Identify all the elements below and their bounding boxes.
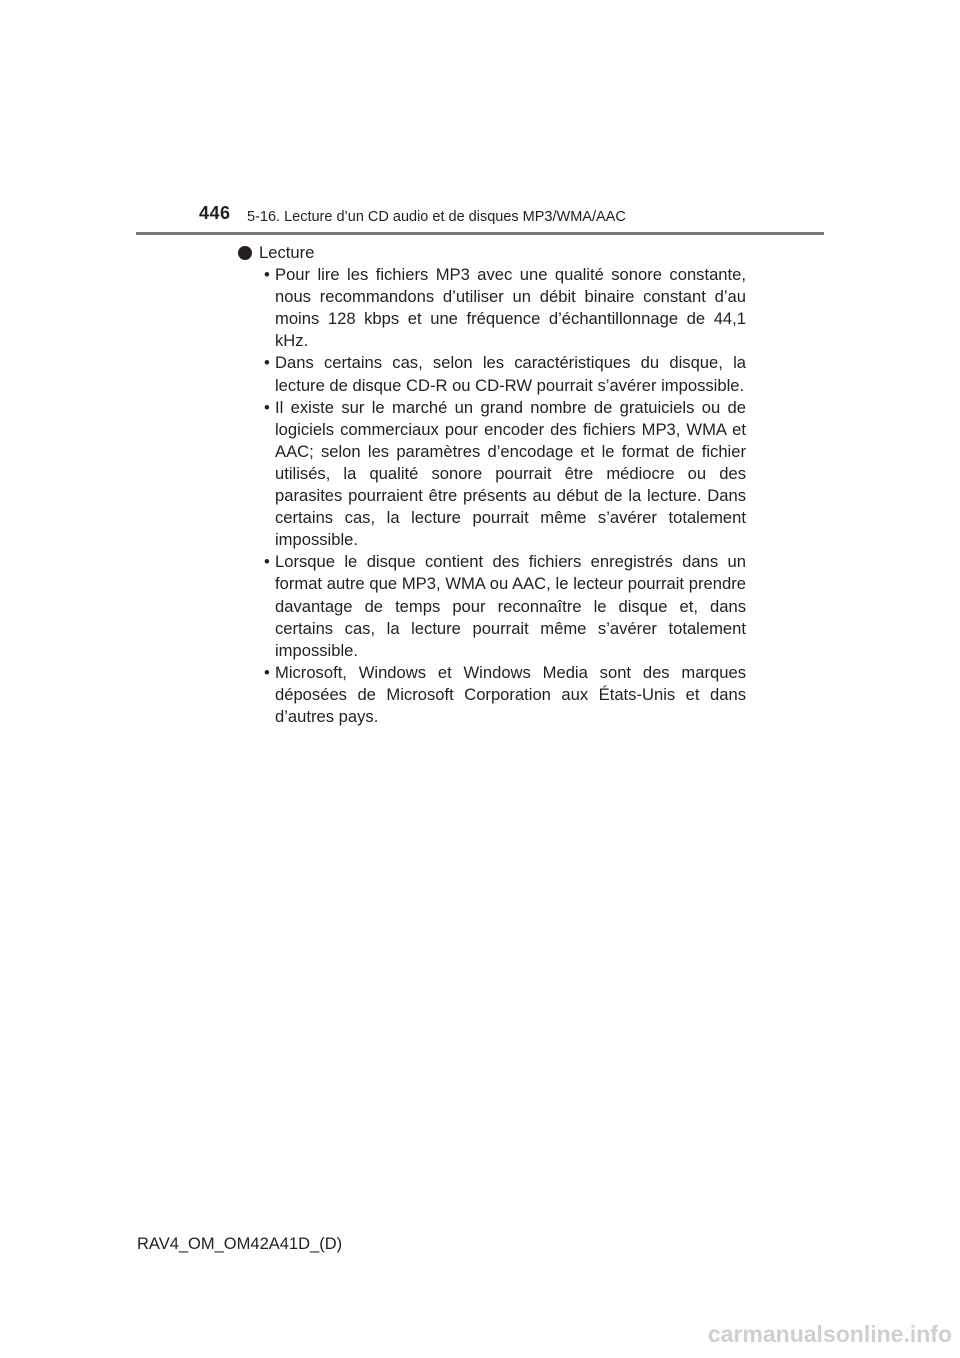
list-item-text: Il existe sur le marché un grand nombre de gratuiciels ou de logiciels commerciaux pour encoder des fichiers MP3, WMA et AAC; selon les paramètres d’encodage et le format de fichier utilisés, la qualité sonore pourrait être médiocre ou des parasites pourraient être présents au début de la lecture. Dans certains cas, la lecture pourrait même s’avérer totalement impossible. [275, 397, 746, 550]
list-item-text: Lorsque le disque contient des fichiers enregistrés dans un format autre que MP3, WMA ou AAC, le lecteur pourrait prendre davantage de temps pour reconnaître le disque et, dans certains cas, la lecture pourrait même s’avérer totalement impossible. [275, 552, 746, 660]
section-title: 5-16. Lecture d’un CD audio et de disques MP3/WMA/AAC [247, 209, 626, 225]
bullet-marker: • [264, 662, 270, 682]
bullet-list [238, 264, 746, 728]
list-item [238, 397, 746, 552]
list-item-text: Dans certains cas, selon les caractéristiques du disque, la lecture de disque CD-R ou CD-RW pourrait s’avérer impossible. [275, 353, 746, 395]
footer-doc-code: RAV4_OM_OM42A41D_(D) [137, 1235, 343, 1253]
list-item [238, 551, 746, 661]
section-heading [238, 242, 746, 264]
list-item [238, 264, 746, 352]
bullet-marker: • [264, 397, 270, 417]
list-item-text: Microsoft, Windows et Windows Media sont des marques déposées de Microsoft Corporation aux États-Unis et dans d’autres pays. [275, 662, 746, 726]
header-rule [136, 232, 824, 235]
list-item [238, 352, 746, 396]
bullet-marker: • [264, 552, 270, 572]
page-number: 446 [199, 203, 231, 223]
bullet-marker: • [264, 265, 270, 285]
bullet-circle-icon [238, 246, 252, 260]
watermark: carmanualsonline.info [707, 1321, 952, 1347]
bullet-marker: • [264, 353, 270, 373]
list-item [238, 662, 746, 728]
content [238, 242, 746, 728]
heading-text: Lecture [259, 243, 315, 262]
list-item-text: Pour lire les fichiers MP3 avec une qualité sonore constante, nous recommandons d’utiliser un débit binaire constant d’au moins 128 kbps et une fréquence d’échantillonnage de 44,1 kHz. [275, 265, 746, 351]
